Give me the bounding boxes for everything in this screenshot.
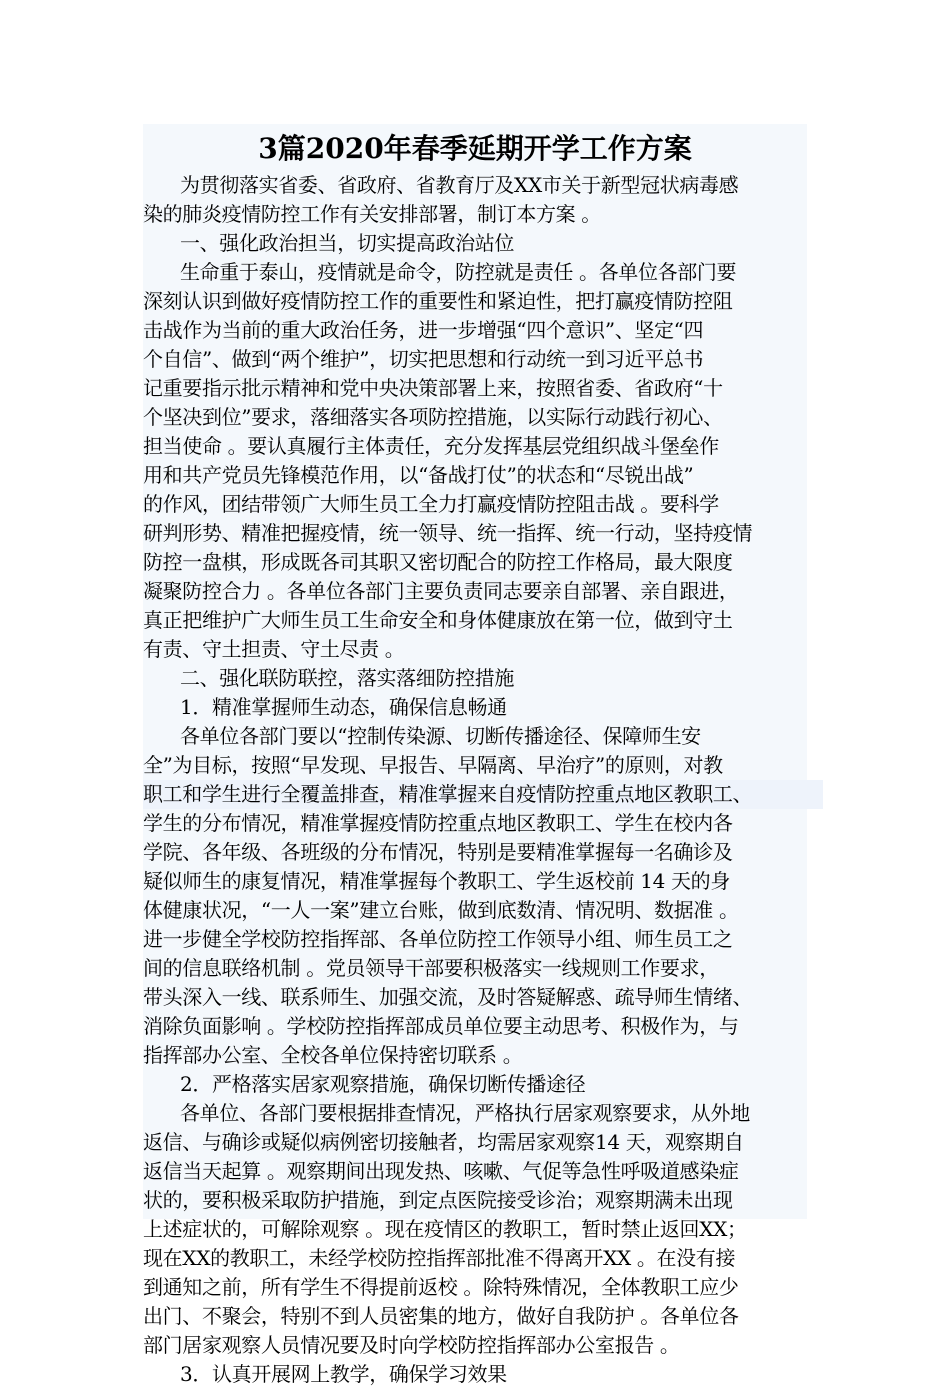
paragraph-line: 进一步健全学校防控指挥部、各单位防控工作领导小组、师生员工之	[143, 927, 733, 951]
paragraph-line: 的作风，团结带领广大师生员工全力打赢疫情防控阻击战 。要科学	[143, 492, 719, 516]
paragraph-line: 指挥部办公室、全校各单位保持密切联系 。	[143, 1043, 523, 1067]
subsection-heading: 2．严格落实居家观察措施，确保切断传播途径	[180, 1072, 586, 1096]
paragraph-line: 疑似师生的康复情况，精准掌握每个教职工、学生返校前 14 天的身	[143, 869, 730, 893]
paragraph-line: 职工和学生进行全覆盖排查，精准掌握来自疫情防控重点地区教职工、	[143, 780, 823, 809]
paragraph-line: 生命重于泰山，疫情就是命令，防控就是责任 。各单位各部门要	[180, 260, 737, 284]
paragraph-line: 个自信”、做到“两个维护”，切实把思想和行动统一到习近平总书	[143, 347, 704, 371]
paragraph-line: 担当使命 。要认真履行主体责任，充分发挥基层党组织战斗堡垒作	[143, 434, 719, 458]
paragraph-line: 现在XX的教职工，未经学校防控指挥部批准不得离开XX 。在没有接	[143, 1246, 736, 1270]
paragraph-line: 消除负面影响 。学校防控指挥部成员单位要主动思考、积极作为，与	[143, 1014, 739, 1038]
section-heading: 一、强化政治担当，切实提高政治站位	[180, 231, 515, 255]
paragraph-line: 击战作为当前的重大政治任务，进一步增强“四个意识”、坚定“四	[143, 318, 704, 342]
document-title: 3篇2020年春季延期开学工作方案	[258, 132, 692, 165]
paragraph-line: 为贯彻落实省委、省政府、省教育厅及XX市关于新型冠状病毒感	[180, 173, 739, 197]
paragraph-line: 真正把维护广大师生员工生命安全和身体健康放在第一位，做到守土	[143, 608, 733, 632]
paragraph-line: 到通知之前，所有学生不得提前返校 。除特殊情况，全体教职工应少	[143, 1275, 739, 1299]
paragraph-line: 学生的分布情况，精准掌握疫情防控重点地区教职工、学生在校内各	[143, 811, 733, 835]
paragraph-line: 防控一盘棋，形成既各司其职又密切配合的防控工作格局，最大限度	[143, 550, 733, 574]
paragraph-line: 染的肺炎疫情防控工作有关安排部署，制订本方案 。	[143, 202, 601, 226]
paragraph-line: 用和共产党员先锋模范作用，以“备战打仗”的状态和“尽锐出战”	[143, 463, 694, 487]
paragraph-line: 返信、与确诊或疑似病例密切接触者，均需居家观察14 天，观察期自	[143, 1130, 744, 1154]
paragraph-line: 全”为目标，按照“早发现、早报告、早隔离、早治疗”的原则，对教	[143, 753, 723, 777]
paragraph-line: 部门居家观察人员情况要及时向学校防控指挥部办公室报告 。	[143, 1333, 680, 1357]
paragraph-line: 体健康状况，“一人一案”建立台账，做到底数清、情况明、数据准 。	[143, 898, 739, 922]
paragraph-line: 各单位各部门要以“控制传染源、切断传播途径、保障师生安	[180, 724, 701, 748]
paragraph-line: 状的，要积极采取防护措施，到定点医院接受诊治；观察期满未出现	[143, 1188, 733, 1212]
paragraph-line: 各单位、各部门要根据排查情况，严格执行居家观察要求，从外地	[180, 1101, 750, 1125]
document-body	[143, 171, 807, 1389]
paragraph-line: 凝聚防控合力 。各单位各部门主要负责同志要亲自部署、亲自跟进，	[143, 579, 739, 603]
paragraph-line: 个坚决到位”要求，落细落实各项防控措施，以实际行动践行初心、	[143, 405, 723, 429]
paragraph-line: 有责、守土担责、守土尽责 。	[143, 637, 405, 661]
paragraph-line: 出门、不聚会，特别不到人员密集的地方，做好自我防护 。各单位各	[143, 1304, 739, 1328]
paragraph-line: 间的信息联络机制 。党员领导干部要积极落实一线规则工作要求，	[143, 956, 719, 980]
paragraph-line: 记重要指示批示精神和党中央决策部署上来，按照省委、省政府“十	[143, 376, 723, 400]
paragraph-line: 返信当天起算 。观察期间出现发热、咳嗽、气促等急性呼吸道感染症	[143, 1159, 739, 1183]
section-heading: 二、强化联防联控，落实落细防控措施	[180, 666, 515, 690]
paragraph-line: 上述症状的，可解除观察 。现在疫情区的教职工，暂时禁止返回XX；	[143, 1217, 747, 1241]
subsection-heading: 3．认真开展网上教学，确保学习效果	[180, 1362, 507, 1386]
subsection-heading: 1．精准掌握师生动态，确保信息畅通	[180, 695, 507, 719]
paragraph-line: 研判形势、精准把握疫情，统一领导、统一指挥、统一行动，坚持疫情	[143, 521, 753, 545]
paragraph-line: 学院、各年级、各班级的分布情况，特别是要精准掌握每一名确诊及	[143, 840, 733, 864]
paragraph-line: 深刻认识到做好疫情防控工作的重要性和紧迫性，把打赢疫情防控阻	[143, 289, 733, 313]
paragraph-line: 带头深入一线、联系师生、加强交流，及时答疑解惑、疏导师生情绪、	[143, 985, 753, 1009]
